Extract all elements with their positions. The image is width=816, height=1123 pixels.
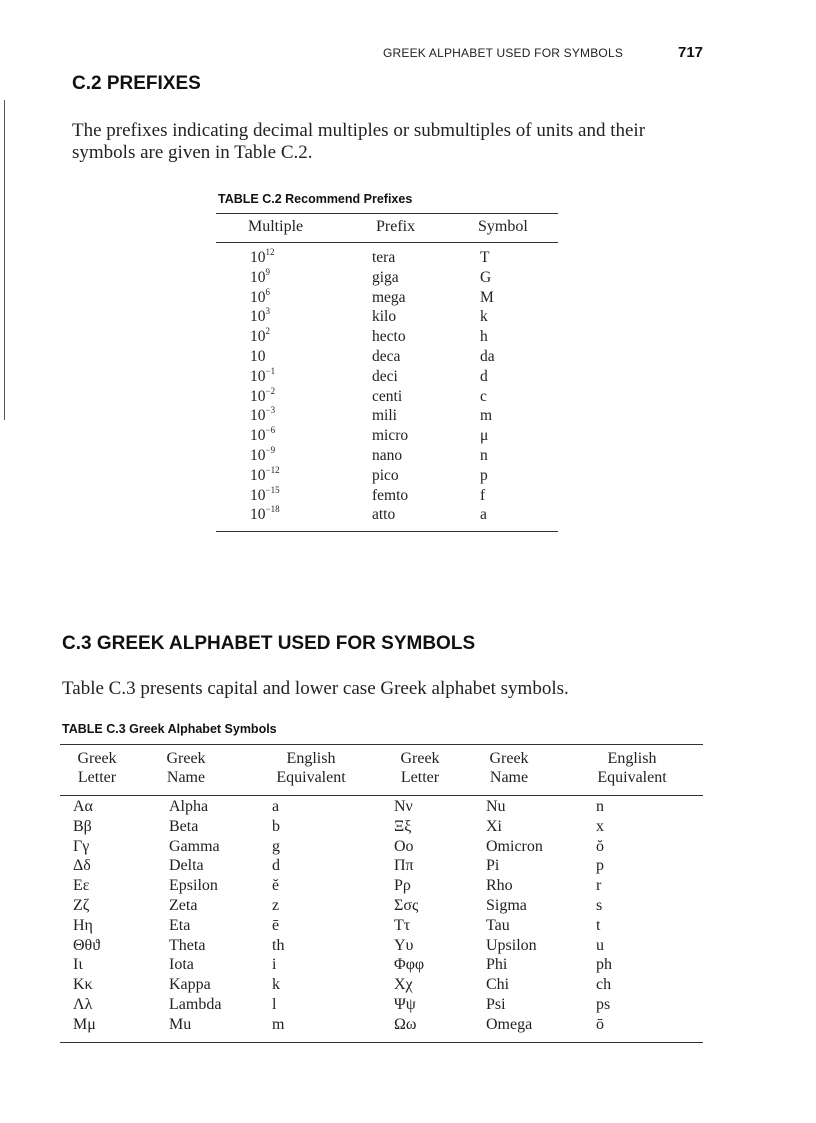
greek-name: Delta bbox=[169, 857, 204, 875]
table-row bbox=[216, 464, 556, 487]
greek-letter: Δδ bbox=[73, 857, 91, 875]
multiple-base: 10 bbox=[250, 249, 266, 266]
table-c3-header-greek-name bbox=[449, 749, 569, 787]
multiple-value bbox=[250, 348, 266, 366]
greek-letter: Ιι bbox=[73, 956, 83, 974]
multiple-exponent: −1 bbox=[265, 365, 276, 376]
multiple-value bbox=[250, 328, 270, 346]
scan-margin-mark bbox=[4, 100, 5, 420]
greek-letter: Ηη bbox=[73, 916, 93, 934]
header-line: Greek bbox=[489, 750, 529, 767]
greek-letter: Ττ bbox=[394, 916, 411, 934]
english-equivalent: p bbox=[596, 857, 604, 875]
greek-name: Eta bbox=[169, 916, 191, 934]
prefix-name: giga bbox=[372, 268, 399, 286]
table-c3-caption: TABLE C.3 Greek Alphabet Symbols bbox=[62, 722, 277, 736]
greek-name: Gamma bbox=[169, 837, 220, 855]
greek-name: Beta bbox=[169, 817, 199, 835]
header-line: Equivalent bbox=[597, 769, 667, 786]
table-c2-top-rule bbox=[216, 213, 558, 214]
table-c2-header-prefix: Prefix bbox=[376, 218, 416, 235]
multiple-value bbox=[250, 365, 276, 386]
greek-letter: Αα bbox=[73, 798, 93, 815]
table-row bbox=[60, 996, 700, 1016]
english-equivalent: d bbox=[272, 857, 280, 875]
english-equivalent: ps bbox=[596, 996, 611, 1013]
multiple-value bbox=[250, 484, 280, 505]
multiple-base: 10 bbox=[250, 466, 266, 484]
greek-letter: Νν bbox=[394, 798, 413, 815]
multiple-value bbox=[250, 266, 270, 287]
multiple-exponent: −2 bbox=[265, 385, 276, 396]
table-row bbox=[60, 838, 700, 858]
multiple-base: 10 bbox=[250, 506, 266, 524]
prefix-name: kilo bbox=[372, 308, 397, 326]
multiple-base: 10 bbox=[250, 288, 266, 306]
greek-letter: Φφφ bbox=[394, 956, 425, 974]
prefix-name: tera bbox=[372, 249, 396, 266]
greek-letter: Ρρ bbox=[394, 877, 411, 895]
multiple-base: 10 bbox=[250, 268, 266, 286]
greek-letter: Οο bbox=[394, 837, 414, 855]
prefix-name: atto bbox=[372, 506, 396, 524]
greek-name: Omega bbox=[486, 1015, 533, 1033]
greek-name: Kappa bbox=[169, 976, 211, 994]
english-equivalent: m bbox=[272, 1015, 285, 1033]
table-c2-header-rule bbox=[216, 242, 558, 243]
table-c3-header-english-equivalent bbox=[572, 749, 692, 787]
multiple-value bbox=[250, 447, 275, 465]
section-c3-paragraph: Table C.3 presents capital and lower case Greek alphabet symbols. bbox=[62, 678, 569, 699]
english-equivalent: l bbox=[272, 996, 277, 1013]
table-c2-bottom-rule bbox=[216, 531, 558, 532]
page-number: 717 bbox=[678, 44, 704, 61]
multiple-exponent: −12 bbox=[265, 464, 280, 475]
greek-name: Zeta bbox=[169, 897, 198, 914]
english-equivalent: u bbox=[596, 936, 604, 954]
multiple-exponent: −3 bbox=[265, 405, 276, 416]
greek-name: Chi bbox=[486, 976, 510, 994]
greek-letter: Λλ bbox=[73, 996, 93, 1013]
multiple-exponent: 9 bbox=[265, 266, 270, 277]
table-row bbox=[60, 937, 700, 957]
english-equivalent: a bbox=[272, 798, 280, 815]
multiple-value bbox=[250, 286, 270, 307]
table-row bbox=[216, 308, 556, 328]
greek-name: Theta bbox=[169, 936, 206, 954]
english-equivalent: ē bbox=[272, 916, 280, 934]
multiple-base: 10 bbox=[250, 328, 266, 346]
header-line: Greek bbox=[77, 750, 117, 767]
greek-letter: Ββ bbox=[73, 817, 92, 835]
english-equivalent: ph bbox=[596, 956, 612, 974]
multiple-value bbox=[250, 407, 275, 425]
greek-name: Alpha bbox=[169, 798, 209, 815]
english-equivalent: i bbox=[272, 956, 277, 974]
table-row bbox=[216, 385, 556, 408]
greek-letter: Υυ bbox=[394, 936, 414, 954]
greek-letter: Κκ bbox=[73, 976, 93, 994]
prefix-name: deca bbox=[372, 348, 401, 365]
table-row bbox=[216, 447, 556, 467]
table-row bbox=[60, 798, 700, 818]
table-row bbox=[216, 506, 556, 526]
greek-name: Phi bbox=[486, 956, 508, 974]
greek-letter: Ωω bbox=[394, 1015, 417, 1033]
table-c2-header-multiple: Multiple bbox=[248, 218, 304, 235]
multiple-base: 10 bbox=[250, 407, 266, 425]
greek-name: Lambda bbox=[169, 996, 222, 1013]
header-line: English bbox=[607, 750, 657, 767]
multiple-exponent: −9 bbox=[265, 445, 276, 455]
table-row bbox=[216, 266, 556, 289]
prefix-symbol: a bbox=[480, 506, 487, 524]
greek-name: Tau bbox=[486, 916, 510, 934]
multiple-base: 10 bbox=[250, 387, 266, 405]
multiple-exponent: 2 bbox=[265, 326, 270, 337]
table-row bbox=[216, 484, 556, 507]
multiple-exponent: −6 bbox=[265, 425, 276, 436]
prefix-name: hecto bbox=[372, 328, 406, 346]
multiple-exponent: −18 bbox=[265, 504, 280, 515]
table-c3-bottom-rule bbox=[60, 1042, 703, 1043]
english-equivalent: t bbox=[596, 916, 601, 934]
prefix-name: pico bbox=[372, 466, 399, 484]
greek-name: Epsilon bbox=[169, 877, 218, 895]
multiple-value bbox=[250, 308, 270, 326]
english-equivalent: ch bbox=[596, 976, 612, 994]
table-row bbox=[216, 249, 556, 269]
prefix-symbol: k bbox=[480, 308, 488, 326]
table-row bbox=[60, 917, 700, 937]
table-c3-header-rule bbox=[60, 795, 703, 796]
multiple-value bbox=[250, 249, 275, 267]
prefix-symbol: p bbox=[480, 466, 488, 484]
english-equivalent: k bbox=[272, 976, 280, 994]
greek-letter: Ψψ bbox=[394, 996, 416, 1013]
english-equivalent: x bbox=[596, 817, 604, 835]
header-line: Greek bbox=[166, 750, 206, 767]
header-line: Name bbox=[489, 769, 529, 786]
table-c3-top-rule bbox=[60, 744, 703, 745]
prefix-symbol: G bbox=[480, 268, 492, 286]
section-heading-c3: C.3 GREEK ALPHABET USED FOR SYMBOLS bbox=[62, 633, 476, 654]
english-equivalent: s bbox=[596, 897, 603, 914]
prefix-name: mega bbox=[372, 288, 406, 306]
prefix-symbol: M bbox=[480, 288, 494, 306]
prefix-name: nano bbox=[372, 447, 403, 464]
table-c3-header-english-equivalent bbox=[251, 749, 371, 787]
prefix-symbol: n bbox=[480, 447, 488, 464]
multiple-base: 10 bbox=[250, 348, 266, 365]
prefix-name: micro bbox=[372, 427, 409, 445]
english-equivalent: th bbox=[272, 936, 285, 954]
prefix-symbol: m bbox=[480, 407, 493, 425]
multiple-exponent: 6 bbox=[265, 286, 270, 297]
prefix-symbol: da bbox=[480, 348, 495, 365]
greek-name: Omicron bbox=[486, 837, 543, 855]
english-equivalent: ĕ bbox=[272, 877, 280, 895]
header-line: Greek bbox=[400, 750, 440, 767]
greek-name: Iota bbox=[169, 956, 194, 974]
multiple-base: 10 bbox=[250, 447, 266, 464]
english-equivalent: b bbox=[272, 817, 280, 835]
multiple-value bbox=[250, 385, 276, 406]
prefix-symbol: f bbox=[480, 486, 486, 504]
greek-name: Xi bbox=[486, 817, 502, 835]
header-line: English bbox=[286, 750, 336, 767]
header-line: Letter bbox=[77, 769, 117, 786]
english-equivalent: n bbox=[596, 798, 604, 815]
section-c2-paragraph-line-1: The prefixes indicating decimal multiples or submultiples of units and their bbox=[72, 120, 646, 141]
table-row bbox=[60, 897, 700, 917]
section-c2-paragraph-line-2: symbols are given in Table C.2. bbox=[72, 142, 313, 163]
greek-letter: Ππ bbox=[394, 857, 414, 875]
multiple-exponent: 3 bbox=[265, 306, 270, 317]
multiple-value bbox=[250, 506, 280, 524]
english-equivalent: g bbox=[272, 837, 280, 855]
header-line: Equivalent bbox=[276, 769, 346, 786]
prefix-symbol: μ bbox=[480, 427, 489, 445]
header-line: Name bbox=[166, 769, 206, 786]
table-row bbox=[216, 348, 556, 368]
table-row bbox=[60, 857, 700, 877]
greek-letter: Ξξ bbox=[394, 817, 412, 835]
multiple-base: 10 bbox=[250, 427, 266, 445]
english-equivalent: ŏ bbox=[596, 837, 604, 855]
table-row bbox=[216, 328, 556, 348]
greek-name: Sigma bbox=[486, 897, 527, 914]
greek-name: Pi bbox=[486, 857, 500, 875]
greek-letter: Σσς bbox=[394, 897, 419, 914]
table-row bbox=[216, 365, 556, 388]
running-head: GREEK ALPHABET USED FOR SYMBOLS bbox=[383, 46, 624, 60]
english-equivalent: z bbox=[272, 897, 280, 914]
header-line: Letter bbox=[400, 769, 440, 786]
multiple-value bbox=[250, 464, 280, 485]
prefix-symbol: d bbox=[480, 367, 488, 385]
greek-letter: Μμ bbox=[73, 1015, 96, 1033]
table-row bbox=[60, 818, 700, 838]
table-row bbox=[60, 956, 700, 976]
english-equivalent: ō bbox=[596, 1015, 604, 1033]
english-equivalent: r bbox=[596, 877, 602, 895]
multiple-value bbox=[250, 427, 275, 445]
multiple-base: 10 bbox=[250, 486, 266, 504]
prefix-symbol: h bbox=[480, 328, 488, 346]
prefix-name: centi bbox=[372, 387, 403, 405]
multiple-exponent: 12 bbox=[265, 247, 275, 257]
table-row bbox=[216, 407, 556, 427]
multiple-base: 10 bbox=[250, 308, 266, 326]
greek-letter: Γγ bbox=[73, 837, 90, 855]
multiple-base: 10 bbox=[250, 367, 266, 385]
greek-letter: Χχ bbox=[394, 976, 413, 994]
table-row bbox=[60, 877, 700, 897]
prefix-symbol: T bbox=[480, 249, 490, 266]
greek-name: Rho bbox=[486, 877, 513, 895]
prefix-name: mili bbox=[372, 407, 397, 425]
table-c2-header-symbol: Symbol bbox=[478, 218, 528, 235]
prefix-symbol: c bbox=[480, 387, 487, 405]
greek-name: Nu bbox=[486, 798, 506, 815]
greek-letter: Θθϑ bbox=[73, 936, 101, 954]
greek-name: Upsilon bbox=[486, 936, 537, 954]
greek-name: Psi bbox=[486, 996, 506, 1013]
table-row bbox=[216, 427, 556, 447]
greek-letter: Ζζ bbox=[73, 897, 90, 914]
table-c3-header-greek-name bbox=[126, 749, 246, 787]
table-row bbox=[60, 1016, 700, 1036]
prefix-name: deci bbox=[372, 367, 398, 385]
table-c2-caption: TABLE C.2 Recommend Prefixes bbox=[218, 192, 413, 206]
table-row bbox=[216, 286, 556, 309]
multiple-exponent: −15 bbox=[265, 484, 280, 495]
table-row bbox=[60, 976, 700, 996]
prefix-name: femto bbox=[372, 486, 409, 504]
greek-name: Mu bbox=[169, 1015, 192, 1033]
section-heading-c2: C.2 PREFIXES bbox=[72, 73, 201, 94]
greek-letter: Εε bbox=[73, 877, 90, 895]
